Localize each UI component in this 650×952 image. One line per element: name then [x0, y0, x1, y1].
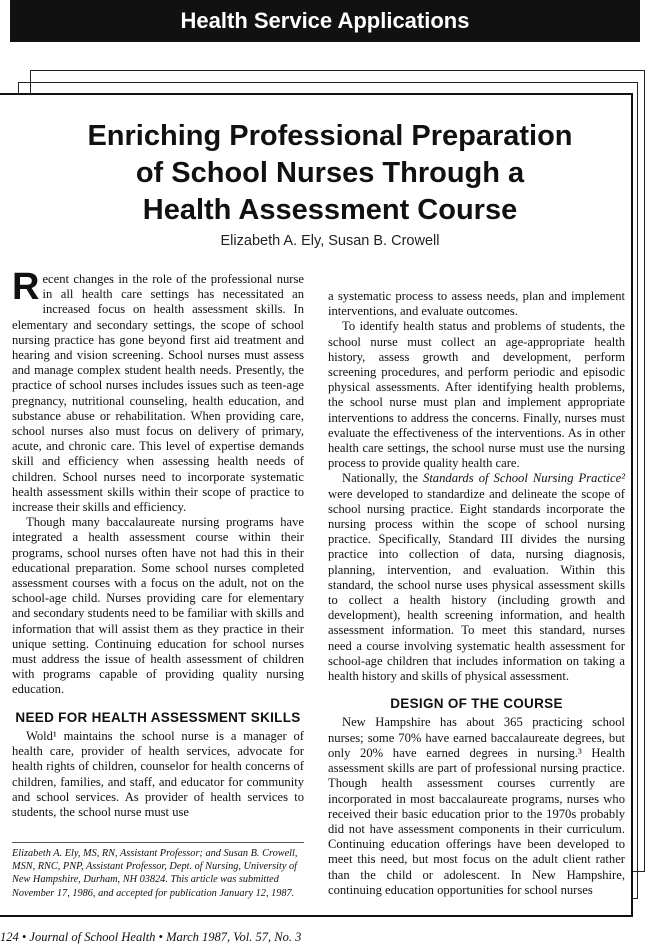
page-number: 124 — [0, 930, 19, 944]
page-footer — [0, 930, 301, 945]
body-paragraph: a systematic process to assess needs, plan and implement interventions, and evaluate outcomes. — [328, 289, 625, 319]
title-line: of School Nurses Through a — [135, 157, 525, 189]
issue-info: March 1987, Vol. 57, No. 3 — [166, 930, 302, 944]
body-paragraph: Though many baccalaureate nursing programs have integrated a health assessment course within their programs, school nurses often have not had this in their educational preparation. Some school nurses completed assessment courses with a focus on the adult, not on the school-age child. Nurses providing care for elementary and secondary students need to be familiar with skills and information that will assist them as they practice in their unique setting. Continuing education for school nurses must address the issue of health assessment of children with programs capable of providing quality nursing education. — [12, 515, 304, 697]
body-paragraph: To identify health status and problems of students, the school nurse must collect an age-appropriate health history, assess growth and development, perform screening procedures, and perform periodic and episodic physical assessments. After identifying health problems, the school nurse must plan and implement appropriate interventions to address the concerns. Finally, nurses must evaluate the effectiveness of the interventions. As in other health care settings, the school nurse must use the nursing process to provide quality health care. — [328, 319, 625, 471]
title-line: Enriching Professional Preparation — [87, 120, 573, 152]
body-paragraph — [328, 471, 625, 684]
section-banner: Health Service Applications — [10, 0, 640, 42]
right-column — [328, 289, 625, 898]
footer-separator: • — [158, 930, 163, 944]
title-line: Health Assessment Course — [142, 194, 518, 226]
article-authors: Elizabeth A. Ely, Susan B. Crowell — [220, 233, 440, 249]
section-heading-design: DESIGN OF THE COURSE — [390, 696, 563, 712]
section-heading-need: NEED FOR HEALTH ASSESSMENT SKILLS — [15, 709, 301, 725]
body-paragraph: New Hampshire has about 365 practicing school nurses; some 70% have earned baccalaureate degrees, but only 20% have earned degrees in nursing.³ Health assessment skills are part of professional nursing practice. Though health assessment courses currently are incorporated in most baccalaureate programs, nurses who received their basic education prior to the 1970s probably did not have assessment components in their curriculum. Continuing education offerings have been developed to meet this need, but most focus on the adult client rather than the child or adolescent. In New Hampshire, continuing education opportunities for school nurses — [328, 715, 625, 897]
article-title — [20, 118, 640, 229]
author-note: Elizabeth A. Ely, MS, RN, Assistant Professor; and Susan B. Crowell, MSN, RNC, PNP, Assistant Professor, Dept. of Nursing, University of New Hampshire, Durham, NH 03824. This article was submitted November 17, 1986, and accepted for publication January 12, 1987. — [12, 842, 304, 900]
text-run: Nationally, the — [342, 471, 424, 486]
text-run: were developed to standardize and delineate the scope of school nursing practice. Eight standards incorporate the nursing process within the scope of school nursing practice. Specifically, Standard III divides the nursing practice into collection of data, nursing diagnosis, planning, intervention, and evaluation. Within this standard, the school nurse uses physical assessment skills to collect a health history (including growth and development), health screening information, and health assessment information. To meet this standard, nurses need a course involving systematic health assessment for school-age children that includes information on taking a health history and skills of physical assessment. — [328, 486, 625, 684]
footer-separator: • — [21, 930, 27, 944]
body-paragraph: Wold¹ maintains the school nurse is a manager of health care, provider of health services, advocate for health rights of children, counselor for health concerns of children, families, and staff, and educator for community and school services. As provider of health services to students, the school nurse must use — [12, 728, 304, 819]
journal-name: Journal of School Health — [29, 930, 156, 944]
intro-paragraph — [12, 266, 304, 515]
left-column — [12, 266, 304, 820]
intro-text: ecent changes in the role of the professional nurse in all health care settings has necessitated an increased focus on health assessment skills. In elementary and secondary settings, the scope of school nursing practice has gone beyond first aid treatment and hearing and vision screening. School nurses must assess and manage complex student health needs. Presently, the practice of school nurses includes issues such as teen-age pregnancy, nutritional counseling, health education, and substance abuse or rehabilitation. When providing care, school nurses also must focus on delivery of primary, acute, and chronic care. This level of expertise demands skill and efficiency when assessing health needs of children. School nurses need to incorporate systematic health assessment skills within their scope of practice to increase their skills and efficiency. — [12, 272, 304, 515]
standards-citation: Standards of School Nursing Practice² — [423, 471, 625, 486]
drop-cap: R — [12, 266, 40, 308]
